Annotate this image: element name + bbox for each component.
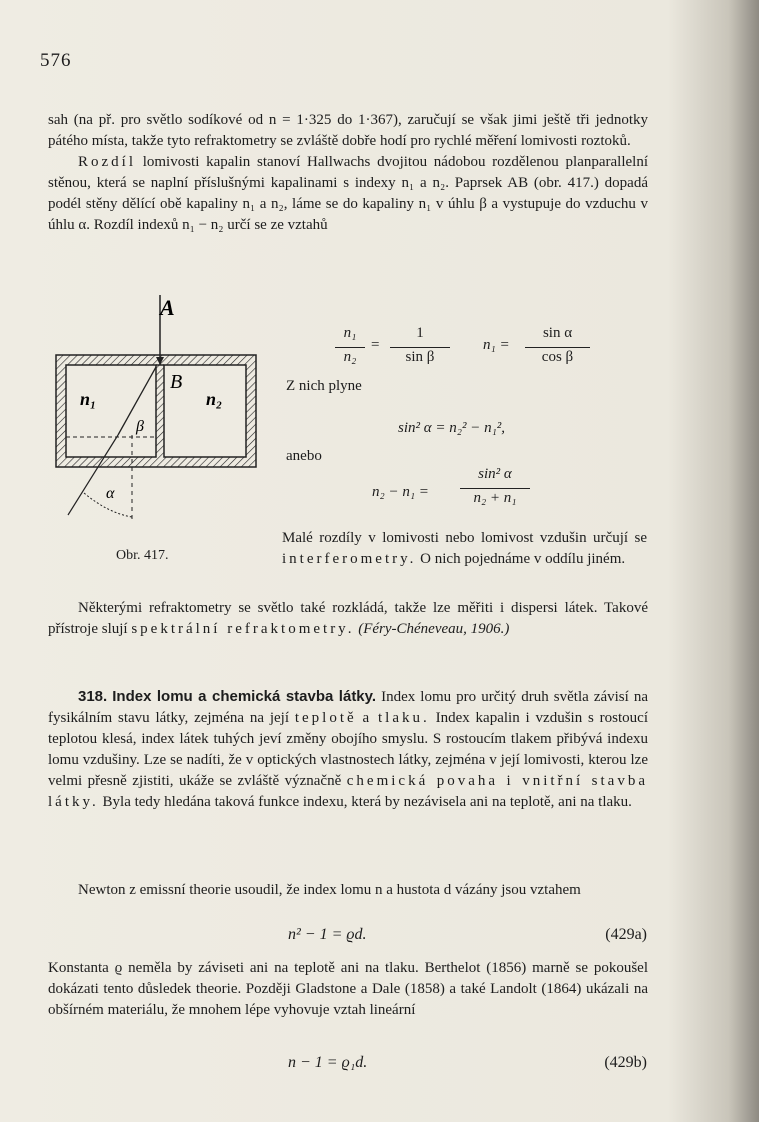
section-number: 318.	[78, 688, 108, 705]
eq3-den: n₂ + n₁	[473, 490, 517, 506]
paragraph-6	[48, 880, 648, 901]
emphasis-teplote: teplotě	[294, 710, 357, 726]
paragraph-2-text: lomivosti kapalin stanoví Hallwachs dvojitou nádobou rozdělenou planparallelní stěnou, která se naplní příslušnými kapalinami s indexy n₁ a n₂. Paprsek AB (obr. 417.) dopadá podél stěny dělící obě kapaliny n₁ a n₂, láme se do kapaliny n₁ v úhlu β a vystupuje do vzduchu v úhlu α. Rozdíl indexů n₁ − n₂ určí se ze vztahů	[48, 154, 648, 233]
text-z-nich: Z nich plyne	[286, 378, 362, 394]
eq1-den-right: cos β	[541, 349, 574, 365]
paragraph-4	[48, 598, 648, 640]
figure-417	[48, 285, 283, 545]
section-title: Index lomu a chemická stavba látky.	[112, 688, 377, 705]
eq1-num-mid: 1	[416, 325, 424, 341]
page-number: 576	[40, 50, 72, 71]
paragraph-4-text: Některými refraktometry se světlo také rozkládá, takže lze měřiti i dispersi látek. Takové přístroje slují	[48, 600, 648, 637]
paragraph-5c: Byla tedy hledána taková funkce indexu, která by nezávisela ani na teplotě, ani na tlaku.	[102, 794, 632, 810]
label-A: A	[160, 295, 175, 320]
chamber-n1	[66, 365, 156, 457]
paragraph-1: sah (na př. pro světlo sodíkové od n = 1·325 do 1·367), zaručují se však jimi ještě tři jednotky pátého místa, takže tyto refraktometry se zvláště dobře hodí pro rychlé měření lomivosti roztoků.	[48, 112, 648, 149]
eq3-lhs: n₂ − n₁ =	[372, 484, 429, 500]
emphasis-spectral: spektrální refraktometry.	[131, 621, 355, 637]
equation-1: n₁ n₂ = 1 sin β n₁ = sin α cos β	[335, 325, 655, 375]
paragraph-3-text: Malé rozdíly v lomivosti nebo lomivost vzdušin určují se	[282, 530, 647, 546]
emphasis-rozdil: Rozdíl	[78, 154, 136, 170]
emphasis-tlaku: tlaku.	[378, 710, 430, 726]
paragraph-2-part1	[48, 152, 648, 236]
label-n2: n₂	[206, 389, 223, 409]
eq3-num: sin² α	[478, 466, 512, 482]
paragraph-3	[282, 528, 647, 570]
section-318	[48, 686, 648, 813]
reference-fery: (Féry-Chéneveau, 1906.)	[358, 621, 510, 637]
paragraph-3-end: O nich pojednáme v oddílu jiném.	[420, 551, 626, 567]
eq1-lhs2: n₁ =	[483, 337, 510, 353]
figure-caption: Obr. 417.	[116, 548, 169, 563]
paragraph-7	[48, 958, 648, 1021]
label-alpha: α	[106, 485, 115, 502]
emphasis-interferometry: interferometry.	[282, 551, 417, 567]
paragraph-5b: Index kapalin i vzdušin s rostoucí teplotou klesá, index látek tuhých jeví změny obojího smyslu. S rostoucím tlakem přibývá indexu lomu vzdušiny. Lze se nadíti, že v optických vlastnostech látky, zejména v její lomivosti, kterou lze velmi přesně zjistiti, ukáže se zvláště význačně	[48, 710, 649, 789]
paragraph-5a: Index lomu pro určitý druh světla závisí na fysikálním stavu látky, zejména na její	[48, 689, 649, 726]
label-B: B	[170, 371, 183, 393]
label-beta: β	[136, 418, 144, 435]
paragraph-6-text: Newton z emissní theorie usoudil, že index lomu n a hustota d vázány jsou vztahem	[78, 882, 581, 898]
text-anebo: anebo	[286, 448, 322, 464]
eq1-den-mid: sin β	[405, 349, 435, 365]
equation-429b-number: (429b)	[604, 1054, 647, 1071]
eq1-num-left: n₁	[343, 325, 357, 341]
emphasis-chemical: chemická povaha i vnitřní stavba látky.	[48, 773, 648, 810]
equation-429a-number: (429a)	[605, 926, 647, 943]
equation-429b: n − 1 = ϱ₁d.	[288, 1054, 368, 1071]
eq1-den-left: n₂	[343, 349, 357, 365]
paragraph-intro	[48, 110, 648, 236]
paragraph-7-text: Konstanta ϱ neměla by záviseti ani na teplotě ani na tlaku. Berthelot (1856) marně se pokoušel dokázati tento důsledek theorie. Později Gladstone a Dale (1858) a také Landolt (1864) ukázali na obšírném materiálu, že mnohem lépe vyhovuje vztah lineární	[48, 960, 648, 1018]
emphasis-a: a	[362, 710, 373, 726]
equation-2: sin² α = n₂² − n₁²,	[398, 420, 506, 436]
equation-429a: n² − 1 = ϱd.	[288, 926, 367, 943]
equation-3	[372, 466, 572, 516]
eq1-num-right: sin α	[542, 325, 573, 341]
label-n1: n₁	[80, 389, 97, 409]
